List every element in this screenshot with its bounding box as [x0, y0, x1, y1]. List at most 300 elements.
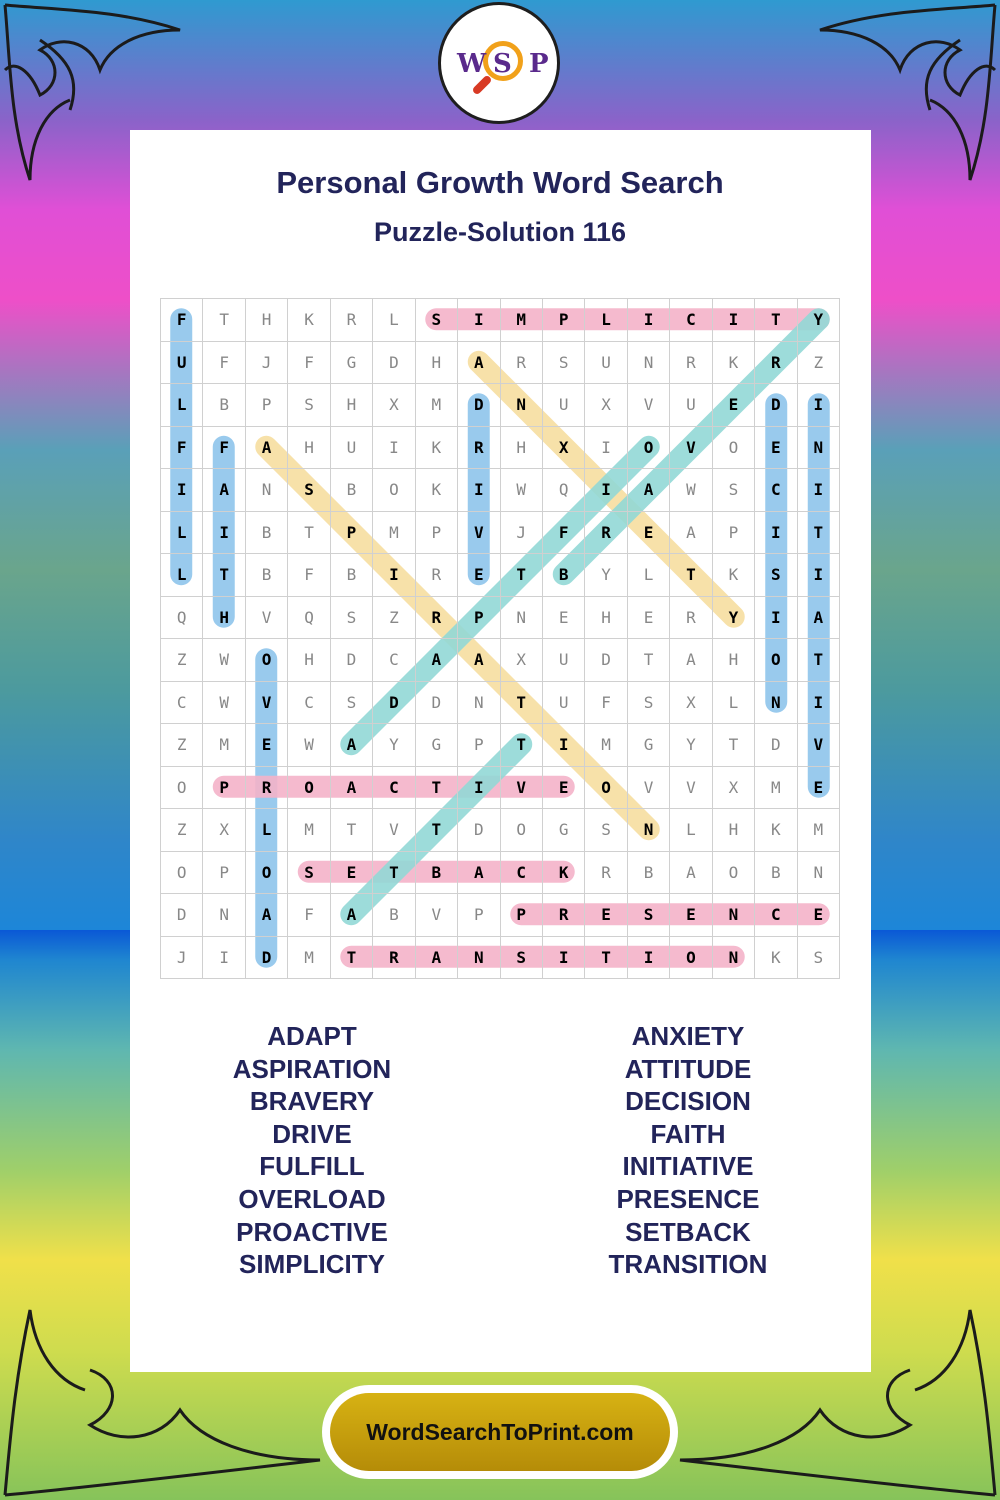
- grid-cell: C: [500, 851, 542, 894]
- grid-cell: S: [797, 936, 839, 979]
- grid-cell: M: [288, 936, 330, 979]
- grid-cell: F: [288, 554, 330, 597]
- grid-cell: I: [458, 299, 500, 342]
- grid-cell: X: [203, 809, 245, 852]
- grid-cell: N: [627, 341, 669, 384]
- grid-cell: Z: [797, 341, 839, 384]
- grid-cell: L: [161, 511, 203, 554]
- grid-row: [161, 681, 840, 724]
- grid-cell: I: [797, 681, 839, 724]
- grid-cell: H: [712, 809, 754, 852]
- grid-cell: A: [458, 639, 500, 682]
- grid-cell: H: [288, 426, 330, 469]
- grid-row: [161, 384, 840, 427]
- grid-cell: F: [203, 426, 245, 469]
- grid-cell: T: [288, 511, 330, 554]
- word-list-right: [588, 1020, 788, 1281]
- grid-cell: Q: [161, 596, 203, 639]
- grid-row: [161, 639, 840, 682]
- grid-cell: E: [458, 554, 500, 597]
- grid-cell: F: [288, 894, 330, 937]
- grid-row: [161, 469, 840, 512]
- grid-cell: V: [458, 511, 500, 554]
- grid-cell: H: [415, 341, 457, 384]
- word-list-item: DRIVE: [272, 1118, 352, 1149]
- grid-cell: R: [755, 341, 797, 384]
- grid-row: [161, 511, 840, 554]
- grid-cell: B: [542, 554, 584, 597]
- word-list-item: BRAVERY: [249, 1086, 375, 1117]
- grid-cell: N: [245, 469, 287, 512]
- grid-cell: N: [627, 809, 669, 852]
- grid-cell: V: [670, 426, 712, 469]
- grid-cell: D: [330, 639, 372, 682]
- grid-cell: P: [203, 766, 245, 809]
- grid-cell: R: [373, 936, 415, 979]
- grid-cell: O: [288, 766, 330, 809]
- grid-cell: J: [500, 511, 542, 554]
- grid-cell: K: [755, 936, 797, 979]
- grid-cell: I: [458, 469, 500, 512]
- grid-cell: F: [161, 299, 203, 342]
- grid-cell: A: [330, 894, 372, 937]
- grid-cell: A: [670, 511, 712, 554]
- grid-cell: P: [415, 511, 457, 554]
- grid-cell: X: [500, 639, 542, 682]
- grid-cell: P: [458, 724, 500, 767]
- grid-cell: X: [373, 384, 415, 427]
- grid-cell: E: [627, 596, 669, 639]
- grid-cell: N: [500, 384, 542, 427]
- grid-cell: V: [245, 681, 287, 724]
- grid-cell: V: [797, 724, 839, 767]
- grid-cell: W: [500, 469, 542, 512]
- word-list-left: [212, 1020, 412, 1281]
- grid-cell: Y: [373, 724, 415, 767]
- grid-cell: I: [203, 936, 245, 979]
- grid-cell: O: [161, 766, 203, 809]
- grid-cell: T: [712, 724, 754, 767]
- grid-cell: T: [500, 554, 542, 597]
- grid-cell: T: [755, 299, 797, 342]
- grid-cell: L: [161, 554, 203, 597]
- grid-cell: P: [330, 511, 372, 554]
- grid-cell: F: [288, 341, 330, 384]
- grid-cell: I: [585, 426, 627, 469]
- grid-cell: S: [415, 299, 457, 342]
- grid-cell: I: [161, 469, 203, 512]
- grid-cell: C: [373, 766, 415, 809]
- grid-cell: S: [288, 851, 330, 894]
- grid-cell: C: [755, 469, 797, 512]
- grid-cell: Z: [161, 809, 203, 852]
- grid-cell: F: [161, 426, 203, 469]
- grid-cell: I: [755, 596, 797, 639]
- grid-cell: O: [712, 851, 754, 894]
- grid-cell: U: [670, 384, 712, 427]
- word-list-item: INITIATIVE: [622, 1151, 754, 1182]
- grid-cell: O: [245, 639, 287, 682]
- grid-row: [161, 851, 840, 894]
- grid-cell: D: [585, 639, 627, 682]
- grid-cell: H: [330, 384, 372, 427]
- word-list-item: ATTITUDE: [624, 1053, 752, 1084]
- grid-cell: A: [245, 894, 287, 937]
- grid-cell: Z: [373, 596, 415, 639]
- grid-cell: K: [415, 426, 457, 469]
- grid-cell: Y: [670, 724, 712, 767]
- grid-row: [161, 596, 840, 639]
- word-list-item: PROACTIVE: [236, 1216, 388, 1247]
- grid-cell: A: [458, 851, 500, 894]
- grid-cell: A: [415, 936, 457, 979]
- grid-cell: P: [500, 894, 542, 937]
- grid-cell: B: [203, 384, 245, 427]
- grid-cell: H: [500, 426, 542, 469]
- grid-cell: A: [797, 596, 839, 639]
- grid-cell: T: [797, 511, 839, 554]
- grid-cell: R: [330, 299, 372, 342]
- grid-cell: U: [542, 639, 584, 682]
- grid-cell: G: [542, 809, 584, 852]
- grid-cell: T: [627, 639, 669, 682]
- grid-cell: A: [627, 469, 669, 512]
- grid-cell: T: [415, 766, 457, 809]
- grid-cell: Y: [585, 554, 627, 597]
- site-link-button[interactable]: [322, 1385, 678, 1479]
- grid-cell: R: [415, 596, 457, 639]
- grid-cell: F: [542, 511, 584, 554]
- grid-cell: M: [203, 724, 245, 767]
- grid-cell: T: [330, 936, 372, 979]
- grid-cell: I: [203, 511, 245, 554]
- grid-cell: E: [542, 596, 584, 639]
- grid-cell: D: [415, 681, 457, 724]
- logo-letter-p: P: [529, 49, 549, 79]
- grid-cell: M: [755, 766, 797, 809]
- grid-cell: E: [330, 851, 372, 894]
- grid-cell: S: [712, 469, 754, 512]
- grid-cell: B: [373, 894, 415, 937]
- grid-cell: I: [627, 936, 669, 979]
- grid-cell: S: [330, 596, 372, 639]
- grid-cell: I: [458, 766, 500, 809]
- grid-cell: H: [203, 596, 245, 639]
- grid-cell: Z: [161, 639, 203, 682]
- grid-row: [161, 766, 840, 809]
- grid-cell: J: [161, 936, 203, 979]
- grid-cell: V: [627, 384, 669, 427]
- grid-cell: A: [330, 724, 372, 767]
- grid-cell: C: [373, 639, 415, 682]
- grid-cell: T: [670, 554, 712, 597]
- grid-cell: I: [373, 554, 415, 597]
- grid-cell: G: [330, 341, 372, 384]
- grid-cell: D: [245, 936, 287, 979]
- grid-cell: O: [712, 426, 754, 469]
- grid-cell: W: [203, 639, 245, 682]
- grid-cell: X: [585, 384, 627, 427]
- logo-letter-w: W: [457, 49, 487, 79]
- grid-cell: R: [585, 511, 627, 554]
- grid-cell: K: [542, 851, 584, 894]
- grid-cell: K: [712, 341, 754, 384]
- grid-row: [161, 426, 840, 469]
- grid-cell: I: [627, 299, 669, 342]
- grid-cell: Q: [288, 596, 330, 639]
- grid-cell: R: [458, 426, 500, 469]
- grid-cell: Y: [797, 299, 839, 342]
- grid-cell: B: [755, 851, 797, 894]
- grid-cell: T: [500, 724, 542, 767]
- grid-cell: P: [712, 511, 754, 554]
- grid-cell: T: [500, 681, 542, 724]
- grid-cell: W: [670, 469, 712, 512]
- grid-cell: R: [415, 554, 457, 597]
- grid-cell: T: [373, 851, 415, 894]
- grid-cell: D: [755, 384, 797, 427]
- grid-row: [161, 724, 840, 767]
- grid-cell: N: [755, 681, 797, 724]
- grid-cell: N: [458, 936, 500, 979]
- grid-cell: I: [797, 469, 839, 512]
- word-list-item: ADAPT: [267, 1021, 357, 1051]
- grid-cell: L: [585, 299, 627, 342]
- grid-cell: S: [330, 681, 372, 724]
- grid-cell: E: [755, 426, 797, 469]
- grid-cell: W: [203, 681, 245, 724]
- grid-cell: S: [500, 936, 542, 979]
- grid-cell: H: [712, 639, 754, 682]
- grid-cell: G: [415, 724, 457, 767]
- grid-cell: E: [797, 766, 839, 809]
- grid-row: [161, 809, 840, 852]
- grid-cell: L: [627, 554, 669, 597]
- grid-cell: F: [203, 341, 245, 384]
- grid-cell: B: [245, 554, 287, 597]
- grid-cell: N: [712, 894, 754, 937]
- grid-cell: I: [797, 554, 839, 597]
- grid-cell: E: [245, 724, 287, 767]
- logo-letter-s: S: [493, 49, 512, 79]
- grid-cell: S: [585, 809, 627, 852]
- grid-cell: A: [670, 639, 712, 682]
- grid-cell: S: [288, 384, 330, 427]
- word-list-item: OVERLOAD: [238, 1183, 386, 1214]
- grid-cell: T: [415, 809, 457, 852]
- letter-grid: [160, 298, 840, 979]
- grid-cell: T: [585, 936, 627, 979]
- grid-cell: V: [415, 894, 457, 937]
- site-logo[interactable]: [438, 2, 560, 124]
- grid-cell: O: [627, 426, 669, 469]
- grid-cell: N: [712, 936, 754, 979]
- grid-cell: S: [627, 681, 669, 724]
- grid-cell: Q: [542, 469, 584, 512]
- grid-cell: M: [288, 809, 330, 852]
- grid-cell: P: [458, 596, 500, 639]
- word-list-item: SIMPLICITY: [239, 1249, 385, 1280]
- grid-cell: D: [458, 809, 500, 852]
- grid-cell: S: [542, 341, 584, 384]
- grid-cell: I: [585, 469, 627, 512]
- word-list-item: FAITH: [650, 1118, 726, 1149]
- grid-cell: V: [627, 766, 669, 809]
- grid-cell: Y: [712, 596, 754, 639]
- grid-cell: B: [245, 511, 287, 554]
- grid-cell: E: [797, 894, 839, 937]
- grid-cell: D: [161, 894, 203, 937]
- grid-cell: I: [797, 384, 839, 427]
- grid-cell: T: [330, 809, 372, 852]
- grid-cell: S: [627, 894, 669, 937]
- grid-cell: C: [670, 299, 712, 342]
- grid-cell: U: [585, 341, 627, 384]
- grid-cell: H: [288, 639, 330, 682]
- grid-cell: M: [797, 809, 839, 852]
- grid-cell: L: [373, 299, 415, 342]
- grid-cell: P: [245, 384, 287, 427]
- site-link-label: WordSearchToPrint.com: [330, 1393, 670, 1471]
- grid-cell: V: [500, 766, 542, 809]
- grid-cell: I: [755, 511, 797, 554]
- grid-cell: O: [245, 851, 287, 894]
- grid-cell: B: [415, 851, 457, 894]
- grid-cell: V: [670, 766, 712, 809]
- grid-cell: F: [585, 681, 627, 724]
- grid-cell: I: [373, 426, 415, 469]
- grid-cell: D: [373, 681, 415, 724]
- grid-cell: A: [330, 766, 372, 809]
- grid-cell: N: [458, 681, 500, 724]
- word-search-grid: [160, 298, 840, 978]
- grid-cell: J: [245, 341, 287, 384]
- grid-cell: A: [245, 426, 287, 469]
- grid-cell: V: [373, 809, 415, 852]
- grid-cell: K: [415, 469, 457, 512]
- grid-cell: E: [542, 766, 584, 809]
- grid-cell: R: [670, 596, 712, 639]
- grid-cell: E: [627, 511, 669, 554]
- grid-cell: K: [755, 809, 797, 852]
- grid-cell: O: [670, 936, 712, 979]
- grid-row: [161, 341, 840, 384]
- grid-cell: U: [542, 681, 584, 724]
- grid-cell: O: [755, 639, 797, 682]
- grid-cell: O: [585, 766, 627, 809]
- word-list-item: SETBACK: [625, 1216, 751, 1247]
- grid-cell: P: [203, 851, 245, 894]
- grid-cell: S: [288, 469, 330, 512]
- grid-cell: M: [373, 511, 415, 554]
- grid-cell: U: [330, 426, 372, 469]
- word-list-item: FULFILL: [259, 1151, 365, 1182]
- grid-cell: N: [797, 426, 839, 469]
- grid-cell: Z: [161, 724, 203, 767]
- grid-cell: B: [627, 851, 669, 894]
- grid-cell: D: [373, 341, 415, 384]
- grid-cell: C: [288, 681, 330, 724]
- grid-cell: B: [330, 469, 372, 512]
- grid-cell: A: [415, 639, 457, 682]
- grid-cell: U: [542, 384, 584, 427]
- word-list-item: TRANSITION: [608, 1249, 768, 1280]
- grid-cell: M: [500, 299, 542, 342]
- grid-cell: X: [712, 766, 754, 809]
- grid-cell: E: [585, 894, 627, 937]
- grid-cell: N: [500, 596, 542, 639]
- grid-cell: T: [797, 639, 839, 682]
- grid-cell: I: [542, 724, 584, 767]
- grid-cell: T: [203, 554, 245, 597]
- word-list-item: ANXIETY: [631, 1021, 745, 1051]
- page-subtitle: Puzzle-Solution 116: [373, 217, 627, 247]
- grid-cell: L: [670, 809, 712, 852]
- page-title: Personal Growth Word Search: [276, 165, 724, 200]
- word-list-item: ASPIRATION: [232, 1053, 392, 1084]
- grid-cell: O: [161, 851, 203, 894]
- grid-cell: A: [670, 851, 712, 894]
- grid-cell: P: [542, 299, 584, 342]
- grid-cell: X: [670, 681, 712, 724]
- grid-cell: G: [627, 724, 669, 767]
- grid-cell: V: [245, 596, 287, 639]
- grid-cell: D: [458, 384, 500, 427]
- grid-cell: H: [585, 596, 627, 639]
- grid-cell: S: [755, 554, 797, 597]
- grid-cell: L: [245, 809, 287, 852]
- grid-row: [161, 894, 840, 937]
- grid-cell: C: [161, 681, 203, 724]
- grid-cell: B: [330, 554, 372, 597]
- grid-cell: N: [797, 851, 839, 894]
- grid-cell: K: [288, 299, 330, 342]
- grid-cell: L: [712, 681, 754, 724]
- word-list-item: PRESENCE: [616, 1183, 760, 1214]
- grid-row: [161, 299, 840, 342]
- grid-cell: E: [712, 384, 754, 427]
- grid-cell: C: [755, 894, 797, 937]
- grid-cell: I: [712, 299, 754, 342]
- grid-cell: R: [542, 894, 584, 937]
- grid-cell: K: [712, 554, 754, 597]
- grid-cell: D: [755, 724, 797, 767]
- grid-cell: W: [288, 724, 330, 767]
- grid-cell: U: [161, 341, 203, 384]
- grid-cell: M: [585, 724, 627, 767]
- word-list-item: DECISION: [625, 1086, 751, 1117]
- grid-cell: P: [458, 894, 500, 937]
- grid-cell: R: [585, 851, 627, 894]
- grid-row: [161, 554, 840, 597]
- grid-cell: A: [458, 341, 500, 384]
- grid-cell: N: [203, 894, 245, 937]
- grid-cell: M: [415, 384, 457, 427]
- grid-cell: A: [203, 469, 245, 512]
- grid-cell: R: [245, 766, 287, 809]
- grid-row: [161, 936, 840, 979]
- grid-cell: H: [245, 299, 287, 342]
- grid-cell: O: [500, 809, 542, 852]
- grid-cell: L: [161, 384, 203, 427]
- grid-cell: T: [203, 299, 245, 342]
- grid-cell: R: [670, 341, 712, 384]
- grid-cell: R: [500, 341, 542, 384]
- grid-cell: E: [670, 894, 712, 937]
- grid-cell: X: [542, 426, 584, 469]
- grid-cell: I: [542, 936, 584, 979]
- grid-cell: O: [373, 469, 415, 512]
